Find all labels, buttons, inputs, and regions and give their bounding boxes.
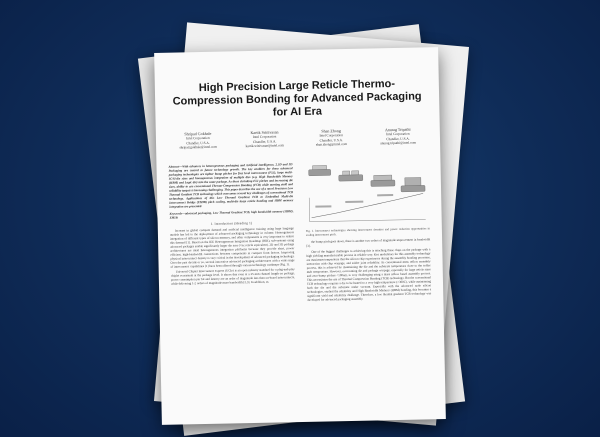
author-name: Shan Zhong bbox=[321, 128, 341, 134]
right-column bbox=[304, 159, 431, 303]
author-location: Chandler, U.S.A. bbox=[186, 140, 210, 146]
author-block bbox=[166, 127, 430, 150]
author-affiliation: Intel Corporation bbox=[186, 136, 210, 141]
figure-1 bbox=[304, 159, 429, 228]
author-email: shan.zhong@intel.com bbox=[315, 142, 348, 147]
author-card bbox=[232, 130, 296, 149]
abstract: Abstract—With advances in heterogeneous packaging and Artificial Intelligence, 2.5D and 3D Packaging are central to future technology growth. The key enablers for these advanced packaging technologies are tighter bump pitches for first level interconnect (FLI), large multi-IC/Si-die sizes and homogeneous integration of multiple dies (e.g. High Bandwidth Memory (HBM) and Logic die) into the same package. As these shrinking FLI pitches and increasing die sizes, ability to use conventional Thermo-Compression Bonding (TCB) while meeting yield and reliability targets is becoming challenging. This paper describes the use of a novel Precision Low Thermal Gradient TCB technology which overcomes several key challenges of conventional TCB technology. Applications of this Low Thermal Gradient TCB to Embedded Multi-die Interconnect Bridge (EMIB) pitch scaling, multi-die large reticle bonding and HBM memory integration are presented. bbox=[168, 162, 294, 210]
figure-caption: Fig. 1. Interconnect technologies showing interconnect densities and power reduction opportunities in scaling interconnect pitch. bbox=[305, 226, 430, 237]
author-card bbox=[366, 127, 430, 146]
author-name: Kartik Srinivasan bbox=[250, 129, 279, 136]
author-affiliation: Intel Corporation bbox=[386, 132, 410, 137]
paper-title: High Precision Large Reticle Thermo-Compression Bonding for Advanced Packaging for AI Era bbox=[172, 77, 422, 119]
author-email: shripad.gokhale@intel.com bbox=[179, 144, 217, 150]
body-paragraph: Universal Chiplet Interconnect express (UCIe) is an open industry standard for a plug-and-play chiplet ecosystem at the package level. It shows that even at a 25 mm channel length on package, power consumption per bit and latency are an order of magnitude less than on-board interconnects, while delivering 1-2 orders of magnitude more bandwidth [2,3]. In addition, as bbox=[170, 267, 295, 286]
body-paragraph: Increase in global compute demand and artificial intelligence training using large language models has led to the deployment of advanced packaging technology in volume. Heterogeneous integration of different types of silicon memory, and other components is very important to realize this demand [1]. Based on the IEE Heterogeneous Integration Roadmap (HIR), sub-systems using advanced packages enable significantly larger die area (>5x reticle equivalent). 2D and 3D package architectures are ideal heterogeneous integration platforms because they provide short, power efficient, high-bandwidth connections between components in compact form factors. Improving physical interconnect density is very critical in the development of advanced packaging technology. Over the past decade or so, several innovative advanced packaging architectures with a wide range of interconnect capabilities [1] have been offered through various technology roadmaps (Fig. 1). bbox=[169, 225, 295, 269]
author-affiliation: Intel Corporation bbox=[252, 134, 277, 140]
paper-front-page bbox=[154, 47, 446, 425]
left-column bbox=[168, 162, 295, 287]
author-card bbox=[166, 131, 230, 150]
body-paragraph: One of the biggest challenges to achieving this is attaching these chips on the package with a high yielding manufacturable process in reliable way. Key modulators for this assembly technology are maximum temperature that the silicon chip experiences during the assembly bonding processes, interaction with chip warpage, and solder joint reliability. As conventional mass reflow assembly process, this is achieved by maintaining the die and the substrate temperature close to the solder melt temperature. However, overcoming die and package warpage, especially for large reticle sizes and zero-bump pitches <100um, is very challenging using a mass reflow based assembly process. This necessitates the use of Thermal Compression Bonding (TCB) technology. But the conventional TCB technology requires a die to be heated to a very high temperature (>300C), while maintaining both the die and the substrate under vacuum. Especially with the advanced node silicon technologies, studied the reliability and High Bandwidth Memory (HBM) bonding, this becomes a significant yield and reliability challenge. Therefore, a low thermal gradient TCB technology was developed for advanced packaging assembly. bbox=[306, 246, 432, 302]
figure-1-diagram bbox=[304, 159, 429, 228]
author-email: anurag.tripathi@intel.com bbox=[380, 140, 416, 146]
body-paragraph: the bump pitch goes down, there is another two orders of magnitude improvement in bandwidth [3]. bbox=[306, 237, 431, 249]
author-location: Chandler, U.S.A. bbox=[386, 136, 410, 141]
section-heading: I. Introduction (Heading 1) bbox=[211, 220, 253, 226]
author-name: Anurag Tripathi bbox=[384, 126, 411, 133]
author-name: Shripad Gokhale bbox=[184, 130, 212, 137]
keywords: Keywords—advanced packaging, Low Thermal Gradient TCB, high bandwidth memory (HBM), EMIB bbox=[169, 208, 294, 220]
author-location: Chandler, U.S.A. bbox=[252, 139, 277, 144]
author-card bbox=[299, 129, 363, 148]
author-affiliation: Intel Corporation bbox=[319, 133, 343, 138]
author-email: kartik.srinivasan@intel.com bbox=[245, 143, 284, 149]
author-location: Chandler, U.S.A. bbox=[319, 137, 344, 143]
